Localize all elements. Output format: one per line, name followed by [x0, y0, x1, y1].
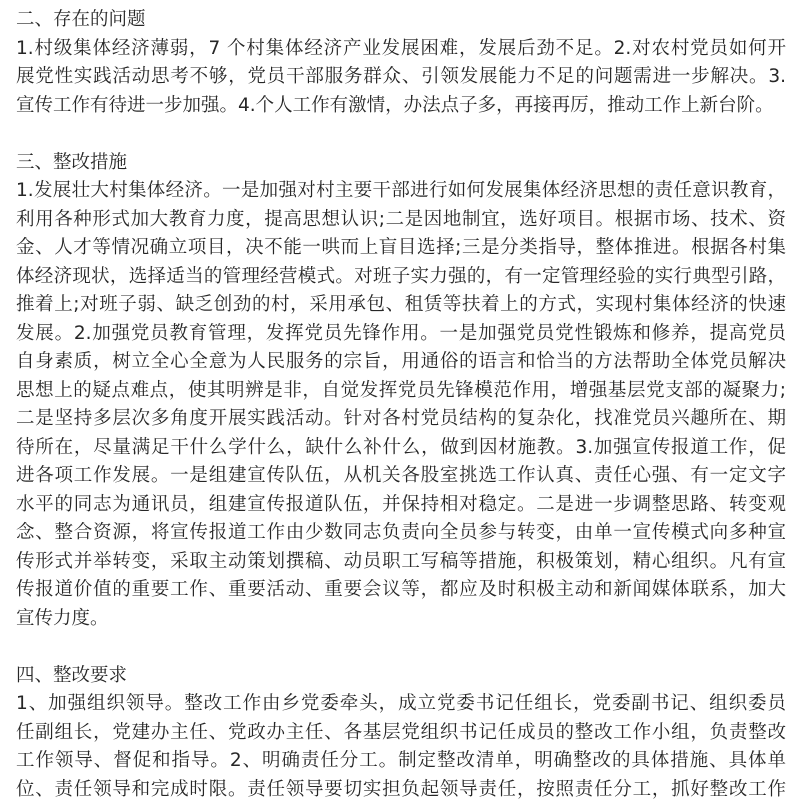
paragraph-line: 传报道价值的重要工作、重要活动、重要会议等，都应及时积极主动和新闻媒体联系，加大 [16, 576, 786, 605]
section-heading: 四、整改要求 [16, 662, 786, 691]
paragraph-line: 工作领导、督促和指导。2、明确责任分工。制定整改清单，明确整改的具体措施、具体单 [16, 747, 786, 776]
paragraph-line: 进各项工作发展。一是组建宣传队伍，从机关各股室挑选工作认真、责任心强、有一定文字 [16, 462, 786, 491]
paragraph-line: 1、加强组织领导。整改工作由乡党委牵头，成立党委书记任组长，党委副书记、组织委员 [16, 690, 786, 719]
paragraph-line: 待所在，尽量满足干什么学什么，缺什么补什么，做到因材施教。3.加强宣传报道工作，促 [16, 434, 786, 463]
paragraph-line: 位、责任领导和完成时限。责任领导要切实担负起领导责任，按照责任分工，抓好整改工作 [16, 776, 786, 804]
paragraph-line: 宣传工作有待进一步加强。4.个人工作有激情，办法点子多，再接再厉，推动工作上新台阶。 [16, 92, 786, 121]
paragraph-line: 思想上的疑点难点，使其明辨是非，自觉发挥党员先锋模范作用，增强基层党支部的凝聚力; [16, 377, 786, 406]
paragraph-line: 水平的同志为通讯员，组建宣传报道队伍，并保持相对稳定。二是进一步调整思路、转变观 [16, 491, 786, 520]
paragraph-line: 1.村级集体经济薄弱，7 个村集体经济产业发展困难，发展后劲不足。2.对农村党员如何开 [16, 35, 786, 64]
paragraph-line: 1.发展壮大村集体经济。一是加强对村主要干部进行如何发展集体经济思想的责任意识教育， [16, 177, 786, 206]
paragraph-line: 金、人才等情况确立项目，决不能一哄而上盲目选择;三是分类指导，整体推进。根据各村集 [16, 234, 786, 263]
paragraph-line: 发展。2.加强党员教育管理，发挥党员先锋作用。一是加强党员党性锻炼和修养，提高党员 [16, 320, 786, 349]
section-measures [16, 149, 786, 634]
paragraph-line: 宣传力度。 [16, 605, 786, 634]
section-heading: 三、整改措施 [16, 149, 786, 178]
section-requirements [16, 662, 786, 804]
document-body [16, 6, 786, 804]
paragraph-line: 展党性实践活动思考不够，党员干部服务群众、引领发展能力不足的问题需进一步解决。3. [16, 63, 786, 92]
paragraph-line: 念、整合资源，将宣传报道工作由少数同志负责向全员参与转变，由单一宣传模式向多种宣 [16, 519, 786, 548]
paragraph-line: 传形式并举转变，采取主动策划撰稿、动员职工写稿等措施，积极策划，精心组织。凡有宣 [16, 548, 786, 577]
paragraph-line: 利用各种形式加大教育力度，提高思想认识;二是因地制宜，选好项目。根据市场、技术、资 [16, 206, 786, 235]
section-heading: 二、存在的问题 [16, 6, 786, 35]
paragraph-line: 二是坚持多层次多角度开展实践活动。针对各村党员结构的复杂化，找准党员兴趣所在、期 [16, 405, 786, 434]
paragraph-line: 体经济现状，选择适当的管理经营模式。对班子实力强的，有一定管理经验的实行典型引路， [16, 263, 786, 292]
section-problems [16, 6, 786, 120]
paragraph-line: 自身素质，树立全心全意为人民服务的宗旨，用通俗的语言和恰当的方法帮助全体党员解决 [16, 348, 786, 377]
paragraph-line: 任副组长，党建办主任、党政办主任、各基层党组织书记任成员的整改工作小组，负责整改 [16, 719, 786, 748]
paragraph-line: 推着上;对班子弱、缺乏创劲的村，采用承包、租赁等扶着上的方式，实现村集体经济的快速 [16, 291, 786, 320]
